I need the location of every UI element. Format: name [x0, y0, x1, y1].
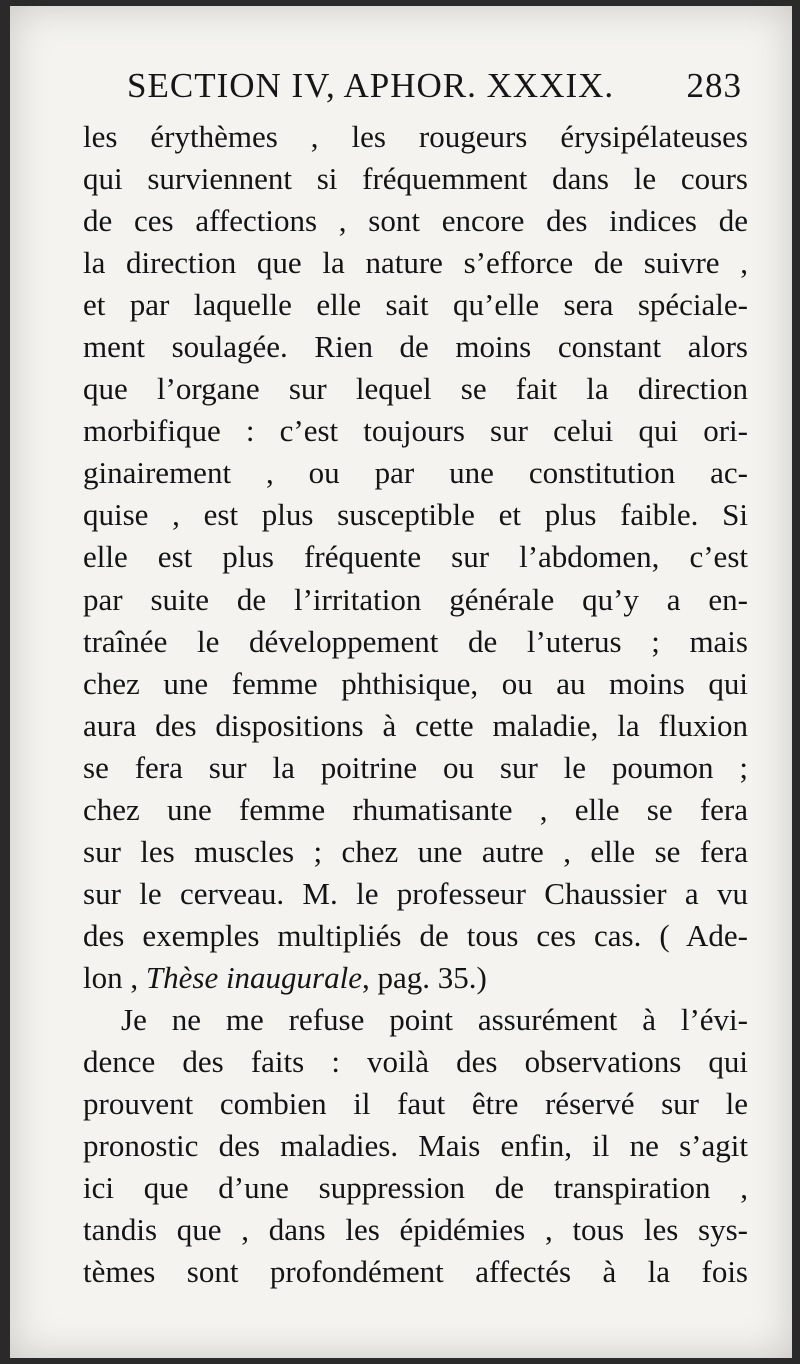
book-page	[10, 6, 792, 1358]
text-span: lon ,	[83, 959, 146, 995]
text-line: les érythèmes , les rougeurs érysipélateuses	[83, 119, 748, 154]
text-line: des exemples multipliés de tous ces cas. ( Ade-	[83, 917, 748, 953]
text-line: morbifique : c’est toujours sur celui qui ori-	[83, 413, 748, 449]
text-line: dence des faits : voilà des observations qui	[83, 1044, 748, 1080]
text-line: elle est plus fréquente sur l’abdomen, c’est	[83, 539, 748, 575]
running-head: SECTION IV, APHOR. XXXIX.	[127, 66, 615, 105]
text-line: tandis que , dans les épidémies , tous les sys-	[83, 1212, 748, 1248]
text-line: tèmes sont profondément affectés à la fois	[83, 1254, 748, 1290]
text-line: que l’organe sur lequel se fait la direction	[83, 371, 748, 407]
text-line: sur le cerveau. M. le professeur Chaussier a vu	[83, 875, 748, 911]
text-line: prouvent combien il faut être réservé sur le	[83, 1086, 748, 1122]
text-line: pronostic des maladies. Mais enfin, il ne s’agit	[83, 1128, 748, 1164]
text-line: chez une femme phthisique, ou au moins qui	[83, 665, 748, 701]
text-line: et par laquelle elle sait qu’elle sera spéciale-	[83, 287, 748, 323]
paragraph-first-line: Je ne me refuse point assurément à l’évi-	[121, 1001, 748, 1037]
text-line: par suite de l’irritation générale qu’y a en-	[83, 581, 748, 617]
text-line	[83, 957, 748, 999]
text-line: ginairement , ou par une constitution ac-	[83, 455, 748, 491]
text-line: traînée le développement de l’uterus ; mais	[83, 623, 748, 659]
text-line: qui surviennent si fréquemment dans le cours	[83, 161, 748, 197]
text-span: , pag. 35.)	[362, 959, 487, 995]
text-line: aura des dispositions à cette maladie, la fluxion	[83, 707, 748, 743]
body-text	[83, 116, 748, 1293]
page-header	[127, 66, 742, 106]
text-line: se fera sur la poitrine ou sur le poumon ;	[83, 749, 748, 785]
text-line: de ces affections , sont encore des indices de	[83, 203, 748, 239]
text-line: chez une femme rhumatisante , elle se fera	[83, 791, 748, 827]
page-number: 283	[686, 66, 742, 105]
text-line: quise , est plus susceptible et plus faible. Si	[83, 497, 748, 533]
text-line: sur les muscles ; chez une autre , elle se fera	[83, 833, 748, 869]
text-line: la direction que la nature s’efforce de suivre ,	[83, 245, 748, 281]
text-line: ici que d’une suppression de transpiration ,	[83, 1170, 748, 1206]
text-line: ment soulagée. Rien de moins constant alors	[83, 329, 748, 365]
italic-title: Thèse inaugurale	[145, 959, 362, 995]
